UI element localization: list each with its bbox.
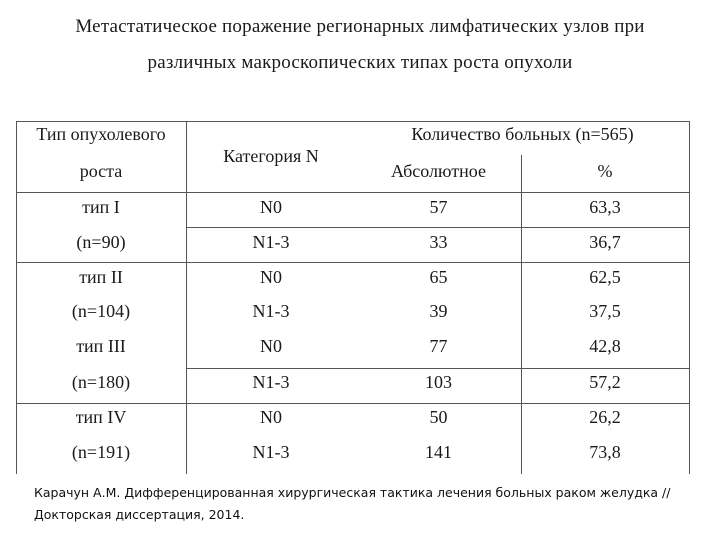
- header-type-line-1: Тип опухолевого: [36, 124, 166, 144]
- category-cell: N0: [260, 267, 282, 287]
- group-divider: [16, 403, 689, 404]
- page-title-line-2: различных макроскопических типах роста опухоли: [147, 52, 573, 73]
- category-cell: N1-3: [252, 301, 290, 321]
- type-cell: (n=90): [76, 232, 126, 252]
- percent-cell: 63,3: [589, 197, 621, 217]
- row-divider: [186, 368, 689, 369]
- percent-cell: 73,8: [589, 442, 621, 462]
- header-percent: %: [597, 161, 613, 181]
- type-cell: тип IV: [75, 407, 127, 427]
- category-cell: N0: [260, 336, 282, 356]
- category-cell: N1-3: [252, 232, 290, 252]
- percent-cell: 42,8: [589, 336, 621, 356]
- header-type-line-2: роста: [79, 161, 123, 181]
- row-divider: [186, 227, 689, 228]
- absolute-cell: 50: [429, 407, 448, 427]
- table-header-divider: [16, 192, 689, 193]
- absolute-cell: 103: [425, 372, 452, 392]
- category-cell: N0: [260, 407, 282, 427]
- type-cell: тип I: [82, 197, 120, 217]
- category-cell: N0: [260, 197, 282, 217]
- header-absolute: Абсолютное: [391, 161, 486, 181]
- type-cell: (n=191): [71, 442, 131, 462]
- percent-cell: 36,7: [589, 232, 621, 252]
- header-category: Категория N: [223, 146, 319, 166]
- absolute-cell: 57: [429, 197, 448, 217]
- group-divider: [16, 262, 689, 263]
- citation-text: Карачун А.М. Дифференцированная хирургическая тактика лечения больных раком желудка // Докторская диссертация, 2014.: [34, 485, 671, 522]
- absolute-cell: 141: [425, 442, 452, 462]
- type-cell: (n=104): [71, 301, 131, 321]
- absolute-cell: 65: [429, 267, 448, 287]
- category-cell: N1-3: [252, 442, 290, 462]
- absolute-cell: 39: [429, 301, 448, 321]
- absolute-cell: 77: [429, 336, 448, 356]
- type-cell: тип III: [76, 336, 126, 356]
- absolute-cell: 33: [429, 232, 448, 252]
- table-border-right: [689, 121, 690, 474]
- type-cell: (n=180): [71, 372, 131, 392]
- page-title-line-1: Метастатическое поражение регионарных лимфатических узлов при: [75, 16, 645, 37]
- type-cell: тип II: [79, 267, 123, 287]
- percent-cell: 62,5: [589, 267, 621, 287]
- header-count: Количество больных (n=565): [411, 124, 634, 144]
- percent-cell: 57,2: [589, 372, 621, 392]
- percent-cell: 37,5: [589, 301, 621, 321]
- category-cell: N1-3: [252, 372, 290, 392]
- percent-cell: 26,2: [589, 407, 621, 427]
